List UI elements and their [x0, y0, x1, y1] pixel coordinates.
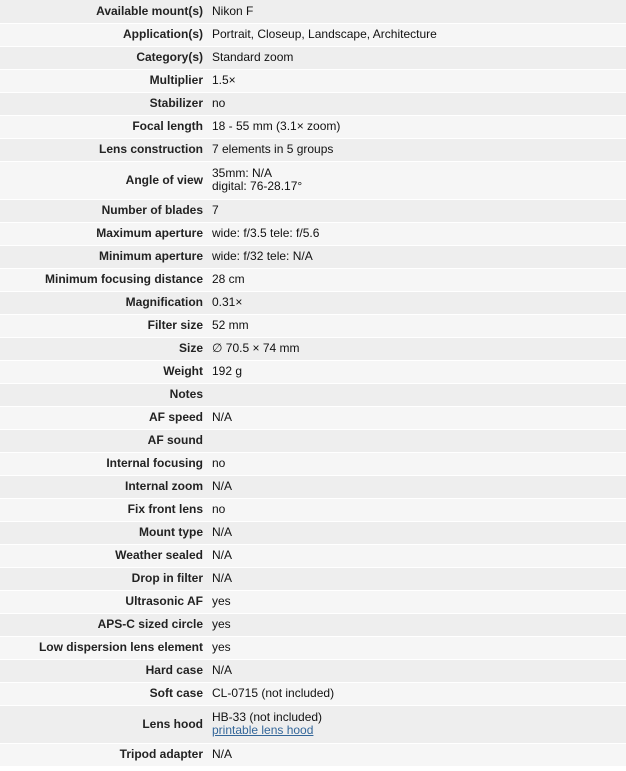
- spec-value: 0.31×: [208, 291, 626, 314]
- spec-row-mount-type: [0, 521, 626, 544]
- spec-label: Magnification: [0, 291, 208, 314]
- spec-row-af-speed: [0, 406, 626, 429]
- spec-value: no: [208, 92, 626, 115]
- spec-label: APS-C sized circle: [0, 613, 208, 636]
- spec-label: Application(s): [0, 23, 208, 46]
- spec-row-applications: [0, 23, 626, 46]
- spec-value: N/A: [208, 659, 626, 682]
- spec-value: N/A: [208, 406, 626, 429]
- spec-value: [208, 705, 626, 743]
- spec-value: N/A: [208, 743, 626, 766]
- spec-label: Focal length: [0, 115, 208, 138]
- spec-value: 18 - 55 mm (3.1× zoom): [208, 115, 626, 138]
- spec-value: 52 mm: [208, 314, 626, 337]
- spec-row-soft-case: [0, 682, 626, 705]
- spec-label: Size: [0, 337, 208, 360]
- spec-label: Weather sealed: [0, 544, 208, 567]
- spec-value: 28 cm: [208, 268, 626, 291]
- spec-value: 7: [208, 199, 626, 222]
- spec-label: Soft case: [0, 682, 208, 705]
- spec-label: Lens hood: [0, 705, 208, 743]
- spec-value: Standard zoom: [208, 46, 626, 69]
- spec-value: [208, 161, 626, 199]
- spec-value: N/A: [208, 544, 626, 567]
- spec-row-filter-size: [0, 314, 626, 337]
- spec-row-multiplier: [0, 69, 626, 92]
- spec-row-weather-sealed: [0, 544, 626, 567]
- spec-label: Filter size: [0, 314, 208, 337]
- spec-label: Ultrasonic AF: [0, 590, 208, 613]
- spec-row-focal-length: [0, 115, 626, 138]
- angle-digital: digital: 76-28.17°: [212, 179, 303, 193]
- spec-value: wide: f/3.5 tele: f/5.6: [208, 222, 626, 245]
- spec-label: AF sound: [0, 429, 208, 452]
- spec-row-ultrasonic-af: [0, 590, 626, 613]
- spec-value: [208, 383, 626, 406]
- spec-row-drop-in-filter: [0, 567, 626, 590]
- spec-row-notes: [0, 383, 626, 406]
- spec-label: Maximum aperture: [0, 222, 208, 245]
- spec-row-tripod-adapter: [0, 743, 626, 766]
- spec-value: 1.5×: [208, 69, 626, 92]
- spec-value: wide: f/32 tele: N/A: [208, 245, 626, 268]
- spec-label: Minimum focusing distance: [0, 268, 208, 291]
- spec-label: Number of blades: [0, 199, 208, 222]
- spec-row-low-dispersion-lens-element: [0, 636, 626, 659]
- spec-label: Drop in filter: [0, 567, 208, 590]
- spec-row-magnification: [0, 291, 626, 314]
- spec-value: ∅ 70.5 × 74 mm: [208, 337, 626, 360]
- spec-label: Minimum aperture: [0, 245, 208, 268]
- spec-row-stabilizer: [0, 92, 626, 115]
- spec-label: Angle of view: [0, 161, 208, 199]
- spec-row-categories: [0, 46, 626, 69]
- spec-row-maximum-aperture: [0, 222, 626, 245]
- spec-row-minimum-aperture: [0, 245, 626, 268]
- spec-value: no: [208, 498, 626, 521]
- spec-label: Notes: [0, 383, 208, 406]
- spec-label: AF speed: [0, 406, 208, 429]
- spec-label: Multiplier: [0, 69, 208, 92]
- spec-row-minimum-focusing-distance: [0, 268, 626, 291]
- spec-label: Category(s): [0, 46, 208, 69]
- spec-value: no: [208, 452, 626, 475]
- spec-label: Fix front lens: [0, 498, 208, 521]
- spec-value: Portrait, Closeup, Landscape, Architecture: [208, 23, 626, 46]
- spec-row-hard-case: [0, 659, 626, 682]
- spec-value: [208, 429, 626, 452]
- spec-label: Low dispersion lens element: [0, 636, 208, 659]
- spec-value: CL-0715 (not included): [208, 682, 626, 705]
- spec-row-angle-of-view: [0, 161, 626, 199]
- angle-35mm: 35mm: N/A: [212, 166, 273, 180]
- spec-label: Hard case: [0, 659, 208, 682]
- spec-label: Lens construction: [0, 138, 208, 161]
- spec-value: 7 elements in 5 groups: [208, 138, 626, 161]
- lens-hood-model: HB-33 (not included): [212, 710, 323, 724]
- spec-row-internal-zoom: [0, 475, 626, 498]
- spec-value: N/A: [208, 475, 626, 498]
- spec-row-aps-c-sized-circle: [0, 613, 626, 636]
- spec-label: Tripod adapter: [0, 743, 208, 766]
- printable-lens-hood-link[interactable]: printable lens hood: [212, 723, 314, 737]
- spec-label: Mount type: [0, 521, 208, 544]
- spec-row-internal-focusing: [0, 452, 626, 475]
- spec-row-weight: [0, 360, 626, 383]
- spec-value: yes: [208, 613, 626, 636]
- spec-row-size: [0, 337, 626, 360]
- spec-row-lens-construction: [0, 138, 626, 161]
- spec-value: N/A: [208, 521, 626, 544]
- spec-value: 192 g: [208, 360, 626, 383]
- spec-row-fix-front-lens: [0, 498, 626, 521]
- spec-row-number-of-blades: [0, 199, 626, 222]
- spec-label: Weight: [0, 360, 208, 383]
- spec-label: Internal zoom: [0, 475, 208, 498]
- spec-label: Available mount(s): [0, 0, 208, 23]
- spec-row-af-sound: [0, 429, 626, 452]
- spec-label: Stabilizer: [0, 92, 208, 115]
- spec-value: yes: [208, 590, 626, 613]
- spec-value: yes: [208, 636, 626, 659]
- spec-row-available-mounts: [0, 0, 626, 23]
- spec-row-lens-hood: [0, 705, 626, 743]
- spec-value: Nikon F: [208, 0, 626, 23]
- spec-label: Internal focusing: [0, 452, 208, 475]
- spec-value: N/A: [208, 567, 626, 590]
